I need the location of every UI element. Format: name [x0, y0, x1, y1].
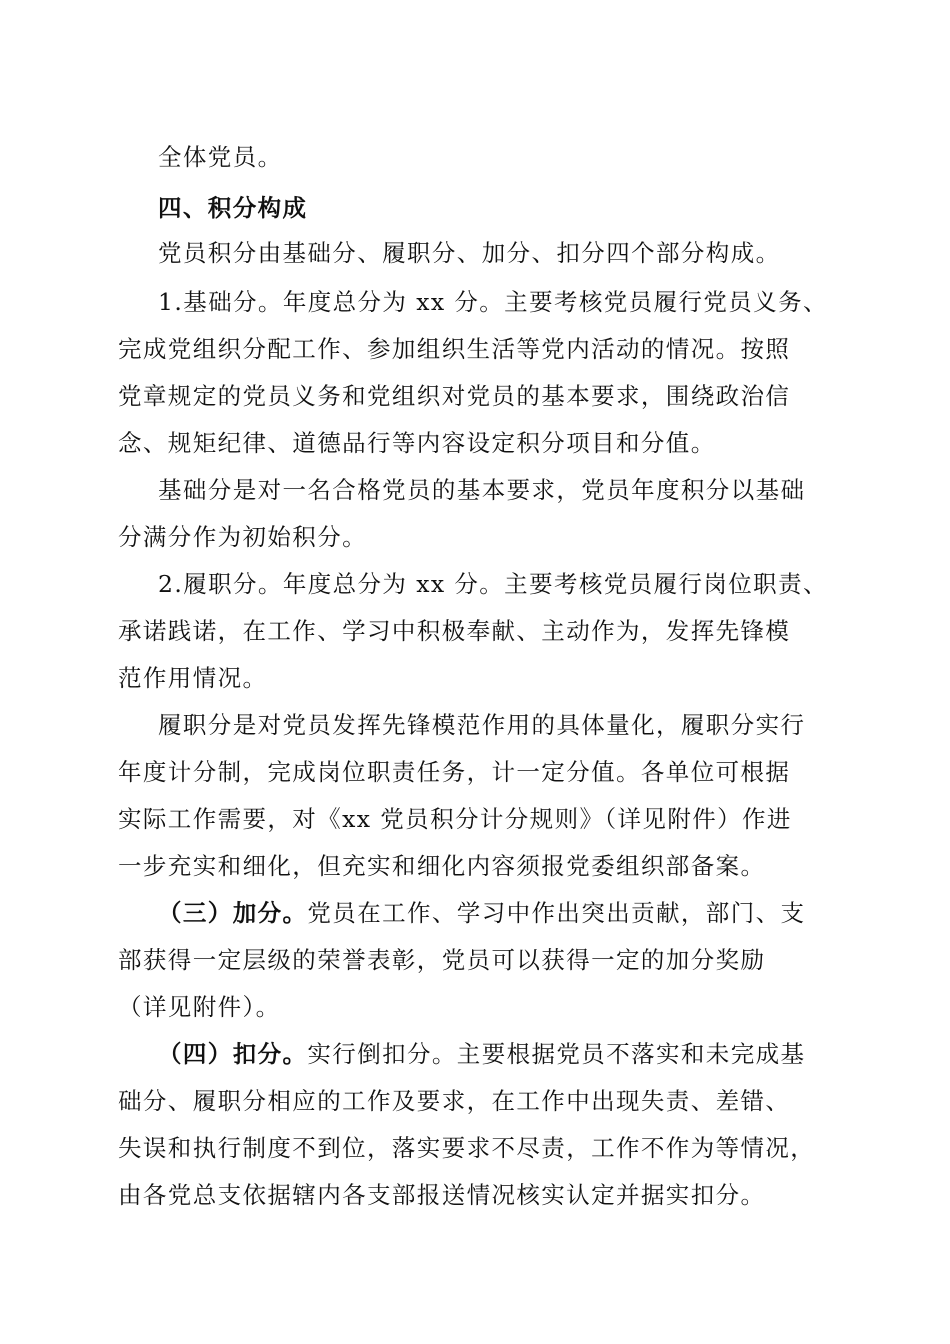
paragraph-line: 由各党总支依据辖内各支部报送情况核实认定并据实扣分。 — [118, 1181, 766, 1209]
paragraph-line — [158, 898, 838, 928]
subsection-label: （四）扣分。 — [158, 1040, 308, 1068]
paragraph-line: 部获得一定层级的荣誉表彰，党员可以获得一定的加分奖励 — [118, 946, 766, 974]
paragraph-line: 党员积分由基础分、履职分、加分、扣分四个部分构成。 — [158, 239, 781, 267]
paragraph-line: 范作用情况。 — [118, 664, 268, 692]
paragraph-line: 1.基础分。年度总分为 xx 分。主要考核党员履行党员义务、 — [158, 288, 828, 316]
paragraph-line: 年度计分制，完成岗位职责任务，计一定分值。各单位可根据 — [118, 758, 791, 786]
paragraph-line: 实际工作需要，对《xx 党员积分计分规则》（详见附件）作进 — [118, 805, 792, 833]
paragraph-line: 分满分作为初始积分。 — [118, 523, 367, 551]
section-heading: 四、积分构成 — [158, 194, 308, 222]
paragraph-line: 念、规矩纪律、道德品行等内容设定积分项目和分值。 — [118, 429, 716, 457]
paragraph-line: 履职分是对党员发挥先锋模范作用的具体量化，履职分实行 — [158, 711, 806, 739]
paragraph-line: 失误和执行制度不到位，落实要求不尽责，工作不作为等情况， — [118, 1134, 816, 1162]
paragraph-line: （详见附件）。 — [118, 993, 281, 1021]
paragraph-line: 基础分是对一名合格党员的基本要求，党员年度积分以基础 — [158, 476, 806, 504]
paragraph-line: 完成党组织分配工作、参加组织生活等党内活动的情况。按照 — [118, 335, 791, 363]
paragraph-line: 2.履职分。年度总分为 xx 分。主要考核党员履行岗位职责、 — [158, 570, 828, 598]
paragraph-line: 础分、履职分相应的工作及要求，在工作中出现失责、差错、 — [118, 1087, 791, 1115]
paragraph-line — [158, 1039, 838, 1069]
paragraph-line: 一步充实和细化，但充实和细化内容须报党委组织部备案。 — [118, 852, 766, 880]
paragraph-line: 党章规定的党员义务和党组织对党员的基本要求，围绕政治信 — [118, 382, 791, 410]
paragraph-text: 党员在工作、学习中作出突出贡献，部门、支 — [307, 899, 806, 927]
subsection-label: （三）加分。 — [158, 899, 308, 927]
paragraph-line: 全体党员。 — [158, 143, 283, 171]
paragraph-line: 承诺践诺，在工作、学习中积极奉献、主动作为，发挥先锋模 — [118, 617, 791, 645]
paragraph-text: 实行倒扣分。主要根据党员不落实和未完成基 — [307, 1040, 806, 1068]
